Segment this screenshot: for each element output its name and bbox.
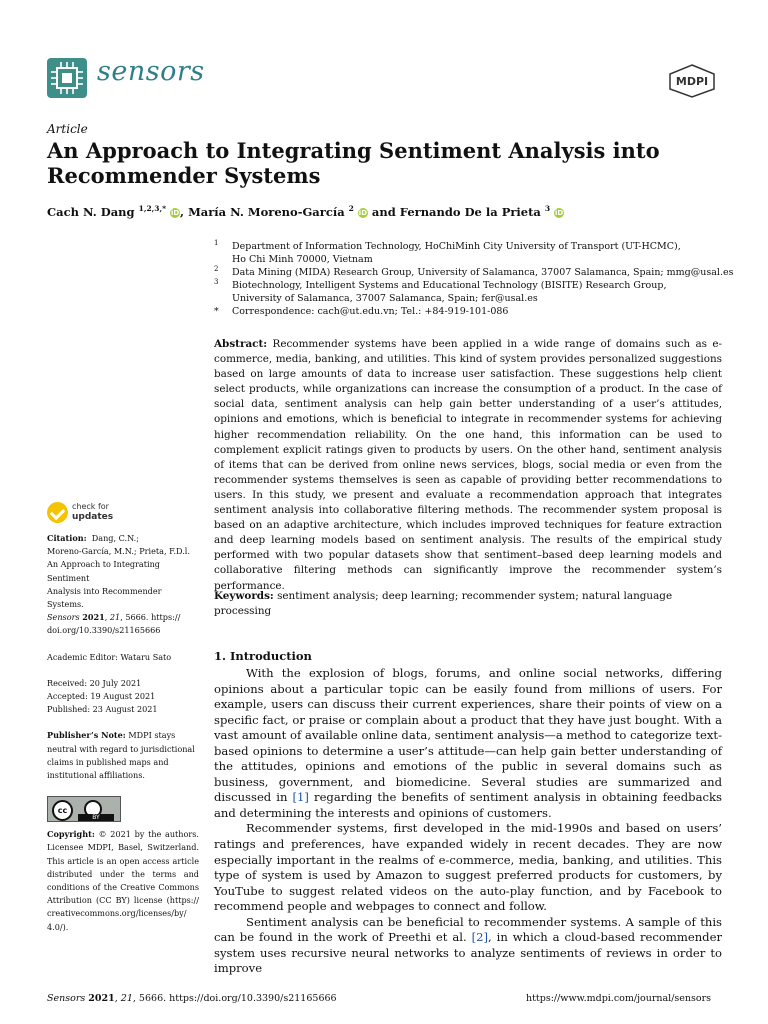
- copyright-text: © 2021 by the authors. Licensee MDPI, Basel, Switzerland. This article is an open access article distributed under the terms and conditions of the Creative Commons Attribution (CC BY) license (https:// creativecommons.org/licenses/by/ 4.0/).: [47, 829, 199, 932]
- affiliations: [214, 240, 734, 318]
- affiliation-text: University of Salamanca, 37007 Salamanca, Spain; fer@usal.es: [232, 293, 538, 304]
- check-for-updates-button[interactable]: [47, 500, 127, 526]
- citation-text: An Approach to Integrating Sentiment: [47, 559, 160, 583]
- citation-label: Citation:: [47, 533, 87, 543]
- footer-journal: Sensors: [47, 993, 86, 1004]
- dates: [47, 677, 199, 717]
- footer-doi[interactable]: , 5666. https://doi.org/10.3390/s21165666: [132, 993, 337, 1004]
- author-separator: and: [367, 204, 400, 219]
- published-date: Published: 23 August 2021: [47, 704, 158, 715]
- academic-editor: Academic Editor: Wataru Sato: [47, 651, 172, 662]
- keywords-text: sentiment analysis; deep learning; recommender system; natural language processing: [214, 590, 673, 617]
- journal-logo-icon: [47, 58, 87, 98]
- affiliation-item: [214, 266, 734, 279]
- publisher-note: [47, 729, 199, 782]
- citation-volume: 21: [109, 612, 121, 623]
- accepted-date: Accepted: 19 August 2021: [47, 691, 156, 702]
- publisher-name: MDPI: [675, 75, 709, 88]
- paragraph: [214, 666, 722, 821]
- orcid-icon[interactable]: iD: [555, 208, 564, 217]
- affiliation-text: Biotechnology, Intelligent Systems and Educational Technology (BISITE) Research Group,: [232, 280, 667, 291]
- affiliation-number: 2: [214, 265, 219, 273]
- publisher-logo: [668, 64, 716, 98]
- keywords: [214, 589, 722, 619]
- citation-text: Moreno-García, M.N.; Prieta, F.D.l.: [47, 546, 190, 557]
- author-affiliation-marker: 2: [348, 204, 354, 213]
- check-updates-label: updates: [72, 512, 114, 522]
- affiliation-text: Department of Information Technology, HoChiMinh City University of Transport (UT-HCMC),: [232, 241, 681, 252]
- affiliation-text: Data Mining (MIDA) Research Group, University of Salamanca, 37007 Salamanca, Spain; mmg@usal.es: [232, 267, 734, 278]
- author-affiliation-marker: 3: [544, 204, 551, 213]
- citation-link[interactable]: [1]: [292, 790, 309, 805]
- paragraph-text: Sentiment analysis can be beneficial to recommender systems. A sample of this can be found in the work of Preethi et al.: [214, 914, 722, 945]
- publisher-note-text: MDPI stays neutral with regard to jurisdictional claims in published maps and institutional affiliations.: [47, 730, 195, 781]
- affiliation-number: *: [214, 306, 219, 317]
- keywords-label: Keywords:: [214, 590, 274, 602]
- footer-url[interactable]: https://www.mdpi.com/journal/sensors: [526, 993, 712, 1004]
- publisher-note-label: Publisher’s Note:: [47, 730, 126, 741]
- author-name: María N. Moreno-García: [188, 204, 345, 219]
- paragraph: Recommender systems, first developed in the mid-1990s and based on users’ ratings and preferences, have expanded widely in recent decades. They are now especially important in the realms of e-commerce, media, banking, and utilities. This type of system is used by Amazon to suggest preferred products for customers, by YouTube to suggest related videos on the auto-play function, and by Facebook to recommend people and webpages to connect and follow.: [214, 821, 722, 914]
- orcid-icon[interactable]: iD: [358, 208, 368, 217]
- affiliation-item: [214, 279, 734, 305]
- section-heading: 1. Introduction: [214, 649, 312, 663]
- check-icon: [47, 502, 68, 523]
- citation-journal: Sensors: [47, 612, 80, 623]
- introduction-body: [214, 666, 722, 977]
- abstract-text: Recommender systems have been applied in a wide range of domains such as e-commerce, media, banking, and utilities. This kind of system provides personalized suggestions based on large amounts of data to increase user satisfaction. These suggestions help client select products, while organizations can increase the consumption of a product. In the case of social data, sentiment analysis can help gain better understanding of a user’s attitudes, opinions and emotions, which is beneficial to integrate in recommender systems for achieving higher recommendation reliability. On the one hand, this information can be used to complement explicit ratings given to products by users. On the other hand, sentiment analysis of items that can be derived from online news services, blogs, social media or even from the recommender systems themselves is seen as capable of providing better recommendations to users. In this study, we present and evaluate a recommendation approach that integrates sentiment analysis into collaborative filtering methods. The recommender system proposal is based on an adaptive architecture, which includes improved techniques for feature extraction and deep learning models based on sentiment analysis. The results of the empirical study performed with two popular datasets show that sentiment–based deep learning models and collaborative filtering methods can significantly improve the recommender system’s performance.: [214, 338, 722, 592]
- copyright-label: Copyright:: [47, 829, 95, 840]
- author-affiliation-marker: 1,2,3,*: [138, 204, 167, 213]
- correspondence-text: Correspondence: cach@ut.edu.vn; Tel.: +84-919-101-086: [232, 306, 509, 317]
- paragraph-text: , in which a cloud-based recommender system uses recursive neural networks to analyze sentiments of reviews in order to improve: [214, 930, 722, 976]
- citation-text: , 5666. https://: [120, 612, 181, 623]
- orcid-icon[interactable]: iD: [170, 208, 180, 217]
- footer-volume: 21: [120, 993, 133, 1004]
- cc-by-license-badge[interactable]: [47, 796, 121, 822]
- correspondence: [214, 305, 734, 318]
- citation-text: Analysis into Recommender Systems.: [47, 585, 162, 610]
- author-list: [47, 204, 564, 219]
- paragraph: [214, 915, 722, 977]
- check-updates-label: check for: [72, 502, 109, 511]
- citation-year: 2021: [82, 612, 105, 623]
- cc-icon: cc: [52, 800, 73, 821]
- copyright: [47, 828, 199, 934]
- article-type: Article: [47, 122, 88, 136]
- received-date: Received: 20 July 2021: [47, 677, 142, 688]
- footer-year: 2021: [88, 993, 115, 1004]
- abstract: [214, 337, 722, 594]
- citation-text: Dang, C.N.;: [91, 533, 139, 543]
- author-name: Fernando De la Prieta: [399, 204, 541, 219]
- abstract-label: Abstract:: [214, 338, 268, 350]
- by-label: BY: [78, 814, 114, 821]
- affiliation-number: 3: [214, 278, 219, 286]
- citation-link[interactable]: [2]: [471, 930, 489, 945]
- author-name: Cach N. Dang: [47, 204, 135, 219]
- author-separator: ,: [180, 204, 189, 219]
- paragraph-text: regarding the benefits of sentiment analysis in obtaining feedbacks and determining the interests and opinions of customers.: [214, 790, 722, 820]
- article-title: An Approach to Integrating Sentiment Analysis into Recommender Systems: [47, 138, 660, 188]
- sidebar: [47, 532, 199, 934]
- citation-doi-link[interactable]: doi.org/10.3390/s21165666: [47, 625, 161, 636]
- journal-name: sensors: [97, 56, 205, 87]
- citation: Citation: Dang, C.N.; Moreno-García, M.N.; Prieta, F.D.l. An Approach to Integrating Sentiment Analysis into Recommender Systems. Sensors 2021, 21, 5666. https:// doi.org/10.3390/s21165666: [47, 532, 199, 638]
- affiliation-number: 1: [214, 239, 219, 247]
- affiliation-text: Ho Chi Minh 70000, Vietnam: [232, 254, 373, 265]
- affiliation-item: [214, 240, 734, 266]
- footer-citation: Sensors 2021, 21, 5666. https://doi.org/10.3390/s21165666: [47, 993, 337, 1004]
- paragraph-text: With the explosion of blogs, forums, and online social networks, differing opinions about a particular topic can be easily found from millions of users. For example, users can discuss their current experiences, share their points of view on a specific fact, or praise or complain about a product that they have just bought. With a vast amount of available online data, sentiment analysis—a method to categorize text-based opinions to determine a user’s attitude—can help gain better understanding of the attitudes, opinions and emotions of the public in several domains such as business, government, and biomedicine. Several studies are summarized and discussed in: [214, 666, 722, 805]
